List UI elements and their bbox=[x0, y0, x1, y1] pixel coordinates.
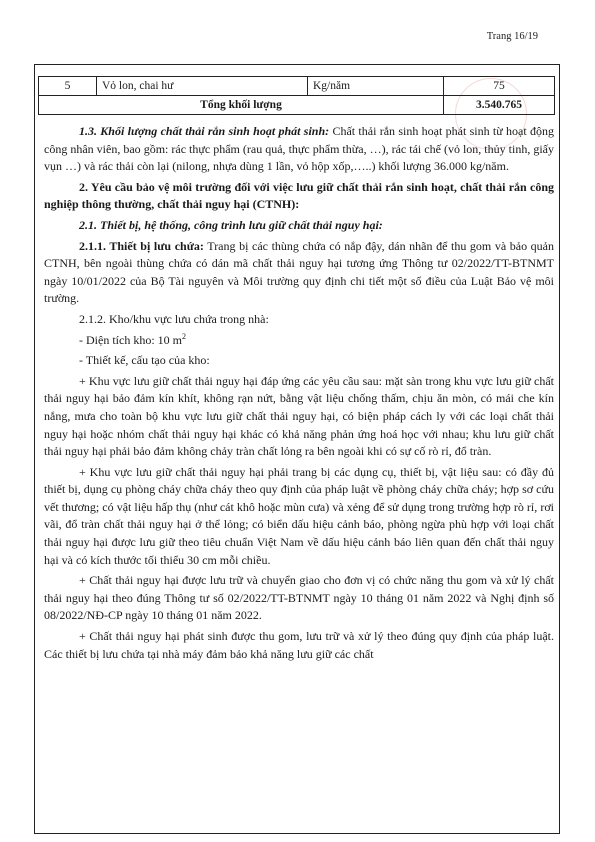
section-2-1-heading: 2.1. Thiết bị, hệ thống, công trình lưu giữ chất thải nguy hại: bbox=[79, 217, 383, 232]
storage-design-label: - Thiết kế, cấu tạo của kho: bbox=[79, 353, 210, 368]
row-value: 75 bbox=[444, 77, 555, 96]
section-1-3-text: Chất thải rắn sinh hoạt phát sinh từ hoạt động công nhân viên, bao gồm: rác thực phẩm (rau quả, thực phẩm thừa, …), rác tái chế (vỏ lon, thủy tinh, giấy vụn …) và rác thải còn lại (nilong, nhựa dùng 1 lần, vỏ hộp xốp,…..) khối lượng 36.000 kg/năm. bbox=[44, 124, 554, 174]
section-2-1-1-text: Trang bị các thùng chứa có nắp đậy, dán nhãn để thu gom và bảo quản CTNH, bên ngoài thùng chứa có dán mã chất thải nguy hại tương ứng Thông tư 02/2022/TT-BTNMT ngày 10/01/2022 của Bộ Tài nguyên và Môi trường quy định chi tiết một số điều của Luật Bảo vệ môi trường. bbox=[44, 238, 555, 306]
requirements-paragraph-3: + Chất thải nguy hại được lưu trữ và chuyển giao cho đơn vị có chức năng thu gom và xử lý chất thải nguy hại theo đúng Thông tư số 02/2022/TT-BTNMT ngày 10 tháng 01 năm 2022 và Nghị định số 08/2022/NĐ-CP ngày 10 tháng 01 năm 2022. bbox=[44, 573, 554, 623]
table-row bbox=[39, 77, 555, 96]
page-number: Trang 16/19 bbox=[486, 31, 538, 42]
requirements-paragraph-2: + Khu vực lưu giữ chất thải nguy hại phải trang bị các dụng cụ, thiết bị, vật liệu sau: có đầy đủ thiết bị, dụng cụ phòng cháy chữa cháy theo quy định của pháp luật về phòng cháy chữa cháy; hợp sơ cứu vết thương; có vật liệu hấp thụ (như cát khô hoặc mùn cưa) và xẻng để sử dụng trong trường hợp rò rỉ, rơi vãi, đổ tràn chất thải nguy hại ở thể lỏng; có biển dấu hiệu cảnh báo, phòng ngừa phù hợp với loại chất thải nguy hại được lưu giữ theo tiêu chuẩn Việt Nam về dấu hiệu cảnh báo liên quan đến chất thải nguy hại và có kích thước tối thiểu 30 cm mỗi chiều. bbox=[44, 464, 554, 567]
storage-area-label: - Diện tích kho: 10 m bbox=[79, 332, 182, 347]
total-value: 3.540.765 bbox=[444, 96, 555, 115]
requirements-paragraph-1: + Khu vực lưu giữ chất thải nguy hại đáp ứng các yêu cầu sau: mặt sàn trong khu vực lưu giữ chất thải nguy hại bảo đảm kín khít, không rạn nứt, bằng vật liệu chống thấm, chịu ăn mòn, có mái che kín nắng, mưa cho toàn bộ khu vực lưu giữ chất thải nguy hại, có biện pháp cách ly với các loại chất thải nguy hại hoặc nhóm chất thải nguy hại khác có khả năng phản ứng hoá học với nhau; khu lưu giữ chất thải nguy hại phải bảo đảm không chảy tràn chất lỏng ra bên ngoài khi có sự cố rò rỉ, đổ tràn. bbox=[44, 373, 554, 459]
storage-area-unit-sup: 2 bbox=[181, 331, 186, 341]
row-waste-name: Vỏ lon, chai hư bbox=[97, 77, 308, 96]
row-unit: Kg/năm bbox=[308, 77, 444, 96]
page-frame bbox=[34, 64, 560, 834]
section-2-heading: 2. Yêu cầu bảo vệ môi trường đối với việc lưu giữ chất thải rắn sinh hoạt, chất thải rắn công nghiệp thông thường, chất thải nguy hại (CTNH): bbox=[44, 179, 554, 212]
waste-table bbox=[38, 76, 555, 115]
section-1-3 bbox=[44, 123, 554, 176]
total-row bbox=[39, 96, 555, 115]
total-label: Tổng khối lượng bbox=[39, 96, 444, 115]
row-number: 5 bbox=[39, 77, 97, 96]
section-2-1-1 bbox=[44, 238, 554, 308]
section-2-1-1-heading: 2.1.1. Thiết bị lưu chứa: bbox=[79, 238, 204, 253]
storage-area bbox=[44, 332, 554, 350]
section-2-1-2-heading: 2.1.2. Kho/khu vực lưu chứa trong nhà: bbox=[79, 311, 269, 326]
requirements-paragraph-4: + Chất thải nguy hại phát sinh được thu gom, lưu trữ và xử lý theo đúng quy định của pháp luật. Các thiết bị lưu chứa tại nhà máy đảm bảo khả năng lưu giữ các chất bbox=[44, 629, 554, 661]
section-1-3-heading: 1.3. Khối lượng chất thải rắn sinh hoạt phát sinh: bbox=[79, 124, 330, 138]
document-body bbox=[35, 115, 559, 663]
